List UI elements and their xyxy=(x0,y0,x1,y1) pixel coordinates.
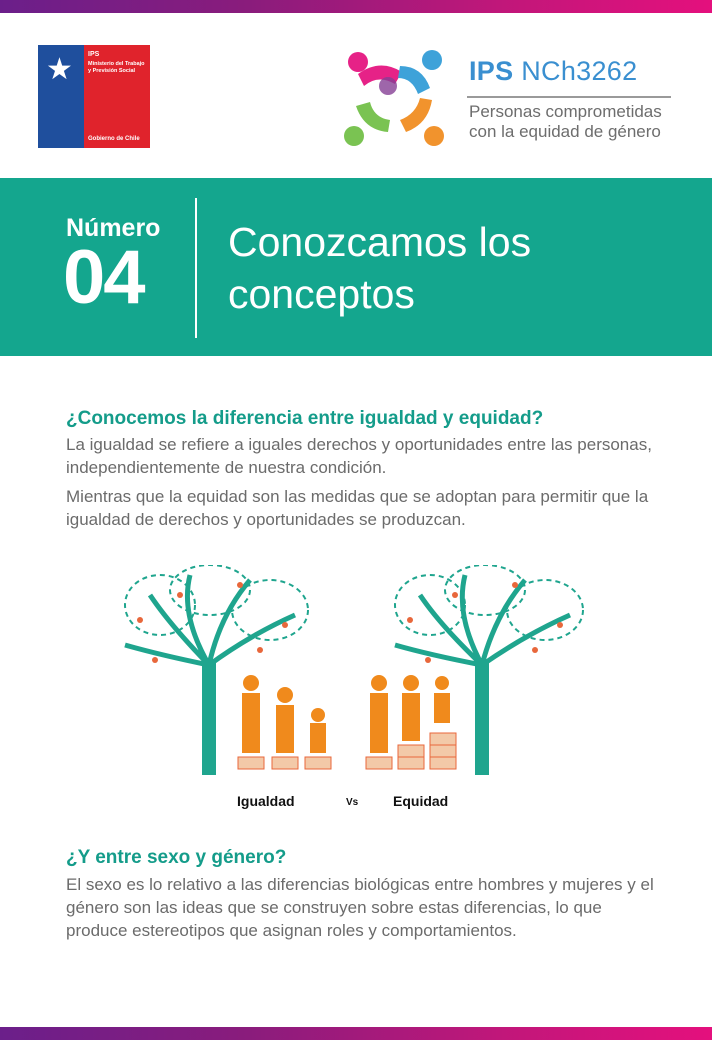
section2-paragraph: El sexo es lo relativo a las diferencias biológicas entre hombres y mujeres y el género son las ideas que se construyen sobre estas diferencias, lo que produce estereotipos que asignan roles y comportamientos. xyxy=(66,875,654,940)
issue-number: 04 xyxy=(63,235,144,320)
logo-gobierno-text: Gobierno de Chile xyxy=(88,136,140,142)
star-icon: ★ xyxy=(46,53,73,86)
igualdad-label: Igualdad xyxy=(237,793,295,809)
banner-title: Conozcamos los conceptos xyxy=(228,219,532,317)
logo-ministry-text: Ministerio del Trabajo y Previsión Social xyxy=(88,61,145,74)
section1-heading: ¿Conocemos la diferencia entre igualdad y equidad? xyxy=(66,408,544,429)
logo-ips-text: IPS xyxy=(88,51,100,58)
brand-name-rest: NCh3262 xyxy=(521,56,638,86)
people-circle-logo-icon xyxy=(340,44,450,152)
equidad-label: Equidad xyxy=(393,793,449,809)
equality-equity-illustration xyxy=(110,565,600,785)
brand-name xyxy=(469,56,637,87)
brand-tagline xyxy=(469,102,662,142)
right-tree-icon xyxy=(395,565,583,775)
tagline-line-1: Personas comprometidas xyxy=(469,102,662,121)
banner-divider xyxy=(195,198,197,338)
title-banner xyxy=(0,178,712,356)
left-boxes-icon xyxy=(238,757,331,769)
bottom-gradient-bar xyxy=(0,1027,712,1040)
logo-red-field xyxy=(84,45,150,148)
section1-paragraph-2: Mientras que la equidad son las medidas que se adoptan para permitir que la igualdad de derechos y oportunidades se produzcan. xyxy=(66,487,649,529)
section1-paragraph-1: La igualdad se refiere a iguales derechos y oportunidades entre las personas, independientemente de nuestra condición. xyxy=(66,435,652,477)
left-people-icon xyxy=(242,675,326,753)
brand-name-bold: IPS xyxy=(469,56,514,86)
issue-label: Número xyxy=(66,214,161,242)
section2-heading: ¿Y entre sexo y género? xyxy=(66,847,287,868)
logo-blue-field xyxy=(38,45,84,148)
vs-label: Vs xyxy=(346,797,359,808)
top-gradient-bar xyxy=(0,0,712,13)
brand-divider xyxy=(467,96,671,98)
tagline-line-2: con la equidad de género xyxy=(469,122,661,141)
gobierno-de-chile-logo xyxy=(38,45,150,148)
